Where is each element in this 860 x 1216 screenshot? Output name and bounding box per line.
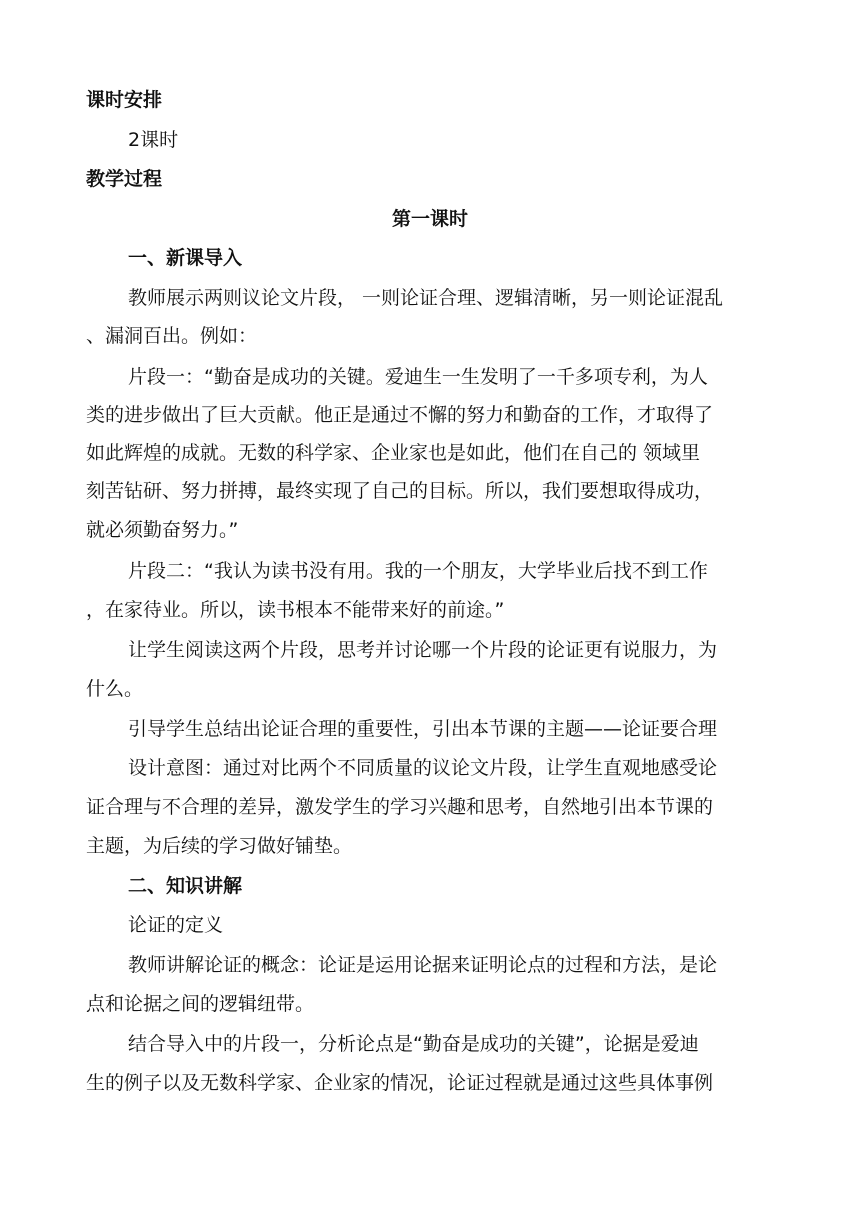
- section2-heading: 二、知识讲解: [128, 875, 243, 897]
- schedule-heading: 课时安排: [86, 89, 163, 111]
- paragraph-line: 设计意图：通过对比两个不同质量的议论文片段，让学生直观地感受论: [128, 757, 718, 779]
- paragraph-line: 点和论据之间的逻辑纽带。: [86, 993, 315, 1015]
- paragraph-line: 类的进步做出了巨大贡献。他正是通过不懈的努力和勤奋的工作，才取得了: [86, 404, 714, 426]
- paragraph-line: 证合理与不合理的差异，激发学生的学习兴趣和思考，自然地引出本节课的: [86, 796, 714, 818]
- paragraph-line: 让学生阅读这两个片段，思考并讨论哪一个片段的论证更有说服力，为: [128, 639, 718, 661]
- process-heading: 教学过程: [86, 168, 163, 190]
- paragraph-line: ，在家待业。所以，读书根本不能带来好的前途。”: [86, 599, 505, 621]
- lesson-title: 第一课时: [391, 208, 468, 230]
- paragraph-line: 刻苦钻研、努力拼搏，最终实现了自己的目标。所以，我们要想取得成功，: [86, 480, 714, 502]
- paragraph-line: 如此辉煌的成就。无数的科学家、企业家也是如此，他们在自己的 领域里: [86, 442, 701, 464]
- paragraph-line: 教师展示两则议论文片段， 一则论证合理、逻辑清晰，另一则论证混乱: [128, 287, 724, 309]
- section1-heading: 一、新课导入: [128, 247, 243, 269]
- paragraph-line: 主题，为后续的学习做好铺垫。: [86, 835, 353, 857]
- paragraph-line: 什么。: [86, 678, 144, 700]
- paragraph-line: 教师讲解论证的概念：论证是运用论据来证明论点的过程和方法，是论: [128, 954, 718, 976]
- paragraph-line: 结合导入中的片段一，分析论点是“勤奋是成功的关键”，论据是爱迪: [128, 1033, 699, 1055]
- paragraph-line: 引导学生总结出论证合理的重要性，引出本节课的主题——论证要合理: [128, 718, 718, 740]
- paragraph-line: 片段一：“勤奋是成功的关键。爱迪生一生发明了一千多项专利，为人: [128, 366, 708, 388]
- paragraph-line: 片段二：“我认为读书没有用。我的一个朋友，大学毕业后找不到工作: [128, 560, 708, 582]
- paragraph-line: 生的例子以及无数科学家、企业家的情况，论证过程就是通过这些具体事例: [86, 1072, 714, 1094]
- schedule-value: 2课时: [128, 129, 179, 151]
- paragraph-line: 就必须勤奋努力。”: [86, 519, 239, 541]
- paragraph-line: 、漏洞百出。例如：: [86, 325, 258, 347]
- subheading: 论证的定义: [128, 914, 224, 936]
